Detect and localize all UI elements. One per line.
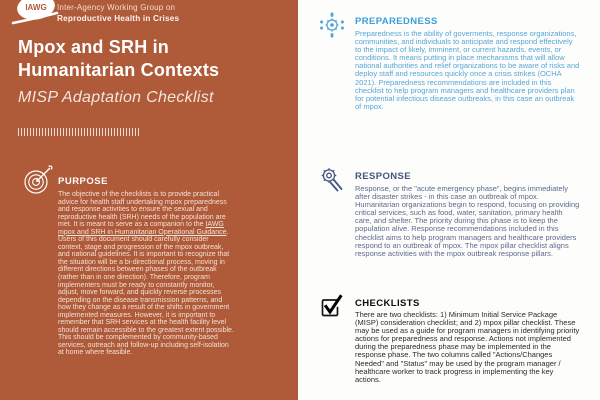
checkbox-check-icon xyxy=(319,294,345,320)
response-body: Response, or the "acute emergency phase", begins immediately after disaster strikes - in this case an outbreak of mpox. Humanitarian organizations begin to respond, focusing on providing critical services, such as food, water, sanitation, primary health care, and shelter. The priority during this phase is to keep the population alive. Response recommendations included in this checklist aims to help program managers and healthcare providers respond to an outbreak of mpox. The mpox pillar checklist aligns response activities with the mpox outbreak response pillars. xyxy=(355,184,580,258)
page-subtitle: MISP Adaptation Checklist xyxy=(18,89,214,106)
preparedness-heading: PREPAREDNESS xyxy=(355,16,438,27)
purpose-text-after-link: . Users of this document should carefully consider context, stage and progression of the mpox outbreak, and national guidelines. It is important to recognize that the situation will be a bi-directional process, moving in different directions between phases of the outbreak (rather than in one direction). Therefore, program implementers must be ready to constantly monitor, adjust, move forward, and quickly reverse processes depending on the disease transmission patterns, and how they change as a result of the shifts in government implemented measures. However, it is important to remember that SRH services at the health facility level should remain accessible to the greatest extent possible. This should be complemented by community-based services, outreach and follow-up including self-isolation at home where feasible. xyxy=(58,228,234,357)
response-heading: RESPONSE xyxy=(355,171,411,182)
barcode xyxy=(18,128,140,136)
org-name-line1: Inter-Agency Working Group on xyxy=(57,3,176,12)
title-panel xyxy=(0,0,298,400)
svg-text:IAWG: IAWG xyxy=(25,3,47,12)
checklists-heading: CHECKLISTS xyxy=(355,298,420,309)
org-name-line2: Reproductive Health in Crises xyxy=(57,13,180,23)
page-title xyxy=(18,36,219,81)
gear-network-icon xyxy=(319,12,345,38)
preparedness-body: Preparedness is the ability of goverments, response organizations, communities, and individuals to anticipate and respond effectively to the impact of likely, imminent, or current hazards, events, or conditions. It means putting in place mechanisms that will allow national authorities and relief organizations to be aware of risks and deploy staff and resources quickly once a crisis strikes (OCHA 2021). Preparedness recommendations are included in this checklist to help program managers and healthcare providers plan for potential infectious disease outbreaks, in this case an outbreak of mpox. xyxy=(355,29,580,111)
checklists-body: There are two checklists: 1) Minimum Initial Service Package (MISP) consideration checklist; and 2) mpox pillar checklist. These may be used as a guide for program managers in identifying priority actions for preparedness and response. Actions not implemented during the preparedness phase may be implemented in the response phase. The two columns called "Actions/Changes Needed" and "Status" may be used by the program manager / healthcare worker to track progress in implementing the key actions. xyxy=(355,310,580,384)
guidance-link[interactable]: IAWG mpox and SRH in Humanitarian Operational Guidance xyxy=(58,221,227,236)
page-title-line1: Mpox and SRH in xyxy=(18,37,169,57)
target-arrow-icon xyxy=(23,165,53,195)
page-title-line2: Humanitarian Contexts xyxy=(18,59,220,80)
iawg-logo xyxy=(11,0,61,32)
gear-tools-icon xyxy=(319,166,345,192)
iawg-logo-icon xyxy=(11,0,61,32)
purpose-text-before-link: The objective of the checklists is to provide practical advice for health staff undertaking mpox preparedness and response activities to ensure the sexual and reproductive health (SRH) needs of the population are met. It is meant to serve as a companion to the xyxy=(58,191,227,229)
purpose-body xyxy=(58,191,235,357)
org-name xyxy=(57,3,179,24)
purpose-heading: PURPOSE xyxy=(58,176,108,187)
content-panel xyxy=(298,0,600,400)
